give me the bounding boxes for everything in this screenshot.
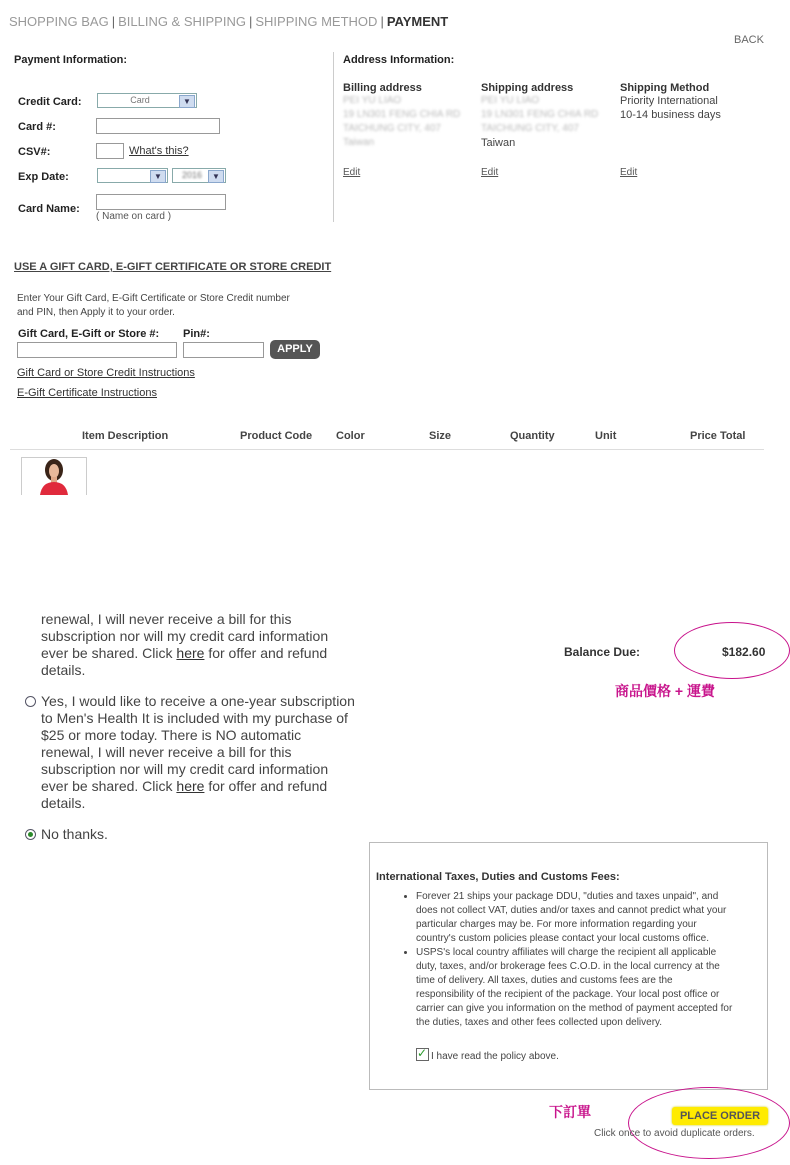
pin-input[interactable] xyxy=(183,342,264,358)
csv-label: CSV#: xyxy=(18,146,51,158)
no-thanks-radio[interactable] xyxy=(25,829,36,840)
chevron-down-icon: ▼ xyxy=(208,170,224,183)
tax-list xyxy=(376,890,766,1030)
chevron-down-icon: ▼ xyxy=(179,95,195,108)
edit-shipping-link[interactable]: Edit xyxy=(481,167,499,178)
exp-date-label: Exp Date: xyxy=(18,171,69,183)
edit-billing-link[interactable]: Edit xyxy=(343,167,361,178)
gift-card-heading[interactable]: USE A GIFT CARD, E-GIFT CERTIFICATE OR STORE CREDIT xyxy=(14,261,332,273)
product-thumbnail[interactable] xyxy=(21,457,87,495)
card-name-input[interactable] xyxy=(96,194,226,210)
place-order-note: Click once to avoid duplicate orders. xyxy=(594,1128,755,1139)
gift-card-instructions-link[interactable]: Gift Card or Store Credit Instructions xyxy=(17,367,195,379)
gift-card-description: Enter Your Gift Card, E-Gift Certificate or Store Credit number and PIN, then Apply it to your order. xyxy=(17,293,290,318)
col-size: Size xyxy=(429,430,452,442)
col-product-code: Product Code xyxy=(240,430,313,442)
tax-bullet-1: • Forever 21 ships your package DDU, "duties and taxes unpaid", and does not collect VAT, duties and/or taxes and cannot predict what your particular charges may be. For more information regarding your country's custom policies please contact your local customs office. xyxy=(416,890,766,946)
offer-here-link[interactable]: here xyxy=(176,778,205,794)
csv-input[interactable] xyxy=(96,143,124,159)
tax-bullet-2: • USPS's local country affiliates will charge the recipient all applicable duty, taxes, and/or brokerage fees C.O.D. in the local currency at the time of delivery. All taxes, duties and customs fees are the responsibility of the recipient of the package. Your local post office or carrier can give you information on the method of payment accepted for the duties, taxes and other fees collected upon delivery. xyxy=(416,946,766,1030)
offer-here-link[interactable]: here xyxy=(176,645,205,661)
policy-checkbox-label[interactable]: I have read the policy above. xyxy=(431,1051,559,1062)
col-color: Color xyxy=(336,430,365,442)
breadcrumb-shipping-method[interactable]: SHIPPING METHOD xyxy=(255,14,378,29)
edit-method-link[interactable]: Edit xyxy=(620,167,638,178)
balance-due-label: Balance Due: xyxy=(564,645,641,659)
back-link[interactable]: BACK xyxy=(734,34,764,46)
exp-month-select[interactable] xyxy=(97,168,168,183)
no-thanks-label[interactable]: No thanks. xyxy=(41,826,108,842)
subscription-option-1-text: renewal, I will never receive a bill for this subscription nor will my credit card information ever be shared. Click here for offer and refund details. xyxy=(41,611,329,678)
annotation-place-order: 下訂單 xyxy=(549,1104,591,1120)
annotation-circle xyxy=(674,622,790,679)
card-number-input[interactable] xyxy=(96,118,220,134)
card-name-hint: ( Name on card ) xyxy=(96,211,172,222)
annotation-price-note: 商品價格 + 運費 xyxy=(615,683,715,699)
policy-checkbox[interactable] xyxy=(416,1048,429,1061)
credit-card-select[interactable]: Card ▼ xyxy=(97,93,197,108)
place-order-button[interactable]: PLACE ORDER xyxy=(672,1107,768,1125)
exp-year-select[interactable]: 2016 ▼ xyxy=(172,168,226,183)
gift-card-input[interactable] xyxy=(17,342,177,358)
col-quantity: Quantity xyxy=(510,430,555,442)
breadcrumb-billing-shipping[interactable]: BILLING & SHIPPING xyxy=(118,14,246,29)
chevron-down-icon: ▼ xyxy=(150,170,166,183)
pin-label: Pin#: xyxy=(183,328,210,340)
card-name-label: Card Name: xyxy=(18,203,80,215)
col-item-description: Item Description xyxy=(82,430,169,442)
address-heading: Address Information: xyxy=(343,54,455,66)
shipping-address: Shipping address PEI YU LIAO 19 LN301 FENG CHIA RD TAICHUNG CITY, 407 Taiwan xyxy=(481,82,599,149)
breadcrumb-shopping-bag[interactable]: SHOPPING BAG xyxy=(9,14,109,29)
apply-button[interactable]: APPLY xyxy=(270,340,320,359)
divider xyxy=(333,52,334,222)
subscription-yes-radio[interactable] xyxy=(25,696,36,707)
product-image xyxy=(22,458,86,495)
tax-title: International Taxes, Duties and Customs Fees: xyxy=(376,871,620,883)
gift-card-label: Gift Card, E-Gift or Store #: xyxy=(18,328,160,340)
payment-heading: Payment Information: xyxy=(14,54,128,66)
breadcrumb-payment: PAYMENT xyxy=(386,14,449,29)
billing-address: Billing address PEI YU LIAO 19 LN301 FENG CHIA RD TAICHUNG CITY, 407 Taiwan xyxy=(343,82,461,148)
whats-this-link[interactable]: What's this? xyxy=(129,145,189,157)
card-number-label: Card #: xyxy=(18,121,56,133)
checkmark-icon: ✓ xyxy=(417,1046,428,1060)
egift-instructions-link[interactable]: E-Gift Certificate Instructions xyxy=(17,387,157,399)
balance-due-value: $182.60 xyxy=(722,645,766,659)
subscription-option-2-text: Yes, I would like to receive a one-year subscription to Men's Health It is included with my purchase of $25 or more today. There is NO automatic renewal, I will never receive a bill for this subscription nor will my credit card information ever be shared. Click here for offer and refund details. xyxy=(41,693,355,811)
divider xyxy=(10,449,764,450)
breadcrumb: SHOPPING BAG | BILLING & SHIPPING | SHIPPING METHOD | PAYMENT xyxy=(9,14,449,29)
col-unit: Unit xyxy=(595,430,617,442)
shipping-method: Shipping Method Priority International 10-14 business days xyxy=(620,82,721,121)
col-price-total: Price Total xyxy=(690,430,746,442)
tax-info-box xyxy=(369,842,768,1090)
credit-card-label: Credit Card: xyxy=(18,96,82,108)
